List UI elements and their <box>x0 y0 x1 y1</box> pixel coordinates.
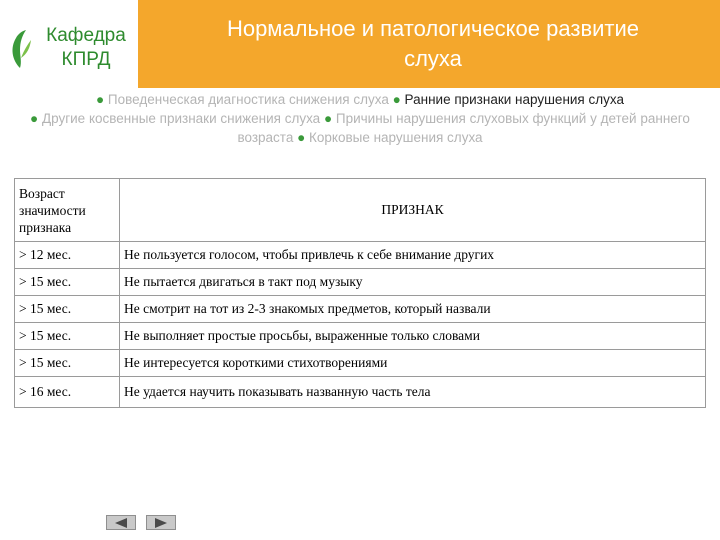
logo-text <box>36 24 136 72</box>
age-cell: > 16 мес. <box>15 377 120 408</box>
table-row <box>15 269 706 296</box>
table-row <box>15 296 706 323</box>
table-header-row <box>15 179 706 242</box>
nav-link-cortical-disorders[interactable]: Корковые нарушения слуха <box>309 130 483 145</box>
bullet-icon: ● <box>297 130 306 145</box>
page-title: Нормальное и патологическое развитие слуха <box>226 16 640 71</box>
sign-cell: Не пользуется голосом, чтобы привлечь к себе внимание других <box>120 242 706 269</box>
arrow-right-icon <box>154 518 168 528</box>
nav-link-early-signs[interactable]: Ранние признаки нарушения слуха <box>404 92 624 107</box>
next-slide-button[interactable] <box>146 515 176 530</box>
nav-link-indirect-signs[interactable]: Другие косвенные признаки снижения слуха <box>41 111 321 126</box>
sign-cell: Не интересуется короткими стихотворениями <box>120 350 706 377</box>
header-sign: ПРИЗНАК <box>120 179 706 242</box>
sign-cell: Не пытается двигаться в такт под музыку <box>120 269 706 296</box>
arrow-left-icon <box>114 518 128 528</box>
nav-link-causes[interactable]: Причины нарушения слуховых функций у детей раннего возраста <box>237 111 690 145</box>
table-row <box>15 350 706 377</box>
bullet-icon: ● <box>30 111 39 126</box>
sign-cell: Не выполняет простые просьбы, выраженные только словами <box>120 323 706 350</box>
logo-line2: КПРД <box>61 49 111 70</box>
leaf-icon <box>8 28 32 70</box>
sign-cell: Не смотрит на тот из 2-3 знакомых предметов, который назвали <box>120 296 706 323</box>
age-cell: > 12 мес. <box>15 242 120 269</box>
logo-line1: Кафедра <box>46 25 126 46</box>
nav-link-behavioral-diagnostics[interactable]: Поведенческая диагностика снижения слуха <box>107 92 389 107</box>
sign-cell: Не удается научить показывать названную часть тела <box>120 377 706 408</box>
age-cell: > 15 мес. <box>15 269 120 296</box>
prev-slide-button[interactable] <box>106 515 136 530</box>
bullet-icon: ● <box>96 92 105 107</box>
age-cell: > 15 мес. <box>15 350 120 377</box>
header-age: Возраст значимости признака <box>15 179 120 242</box>
logo <box>0 0 138 88</box>
table-row <box>15 377 706 408</box>
hearing-signs-table <box>14 178 706 408</box>
table-row <box>15 323 706 350</box>
bullet-icon: ● <box>323 111 333 126</box>
header-band <box>138 0 720 88</box>
table-row <box>15 242 706 269</box>
bullet-icon: ● <box>392 92 401 107</box>
nav-links <box>12 90 708 147</box>
age-cell: > 15 мес. <box>15 323 120 350</box>
slide-navigation <box>106 515 176 530</box>
age-cell: > 15 мес. <box>15 296 120 323</box>
